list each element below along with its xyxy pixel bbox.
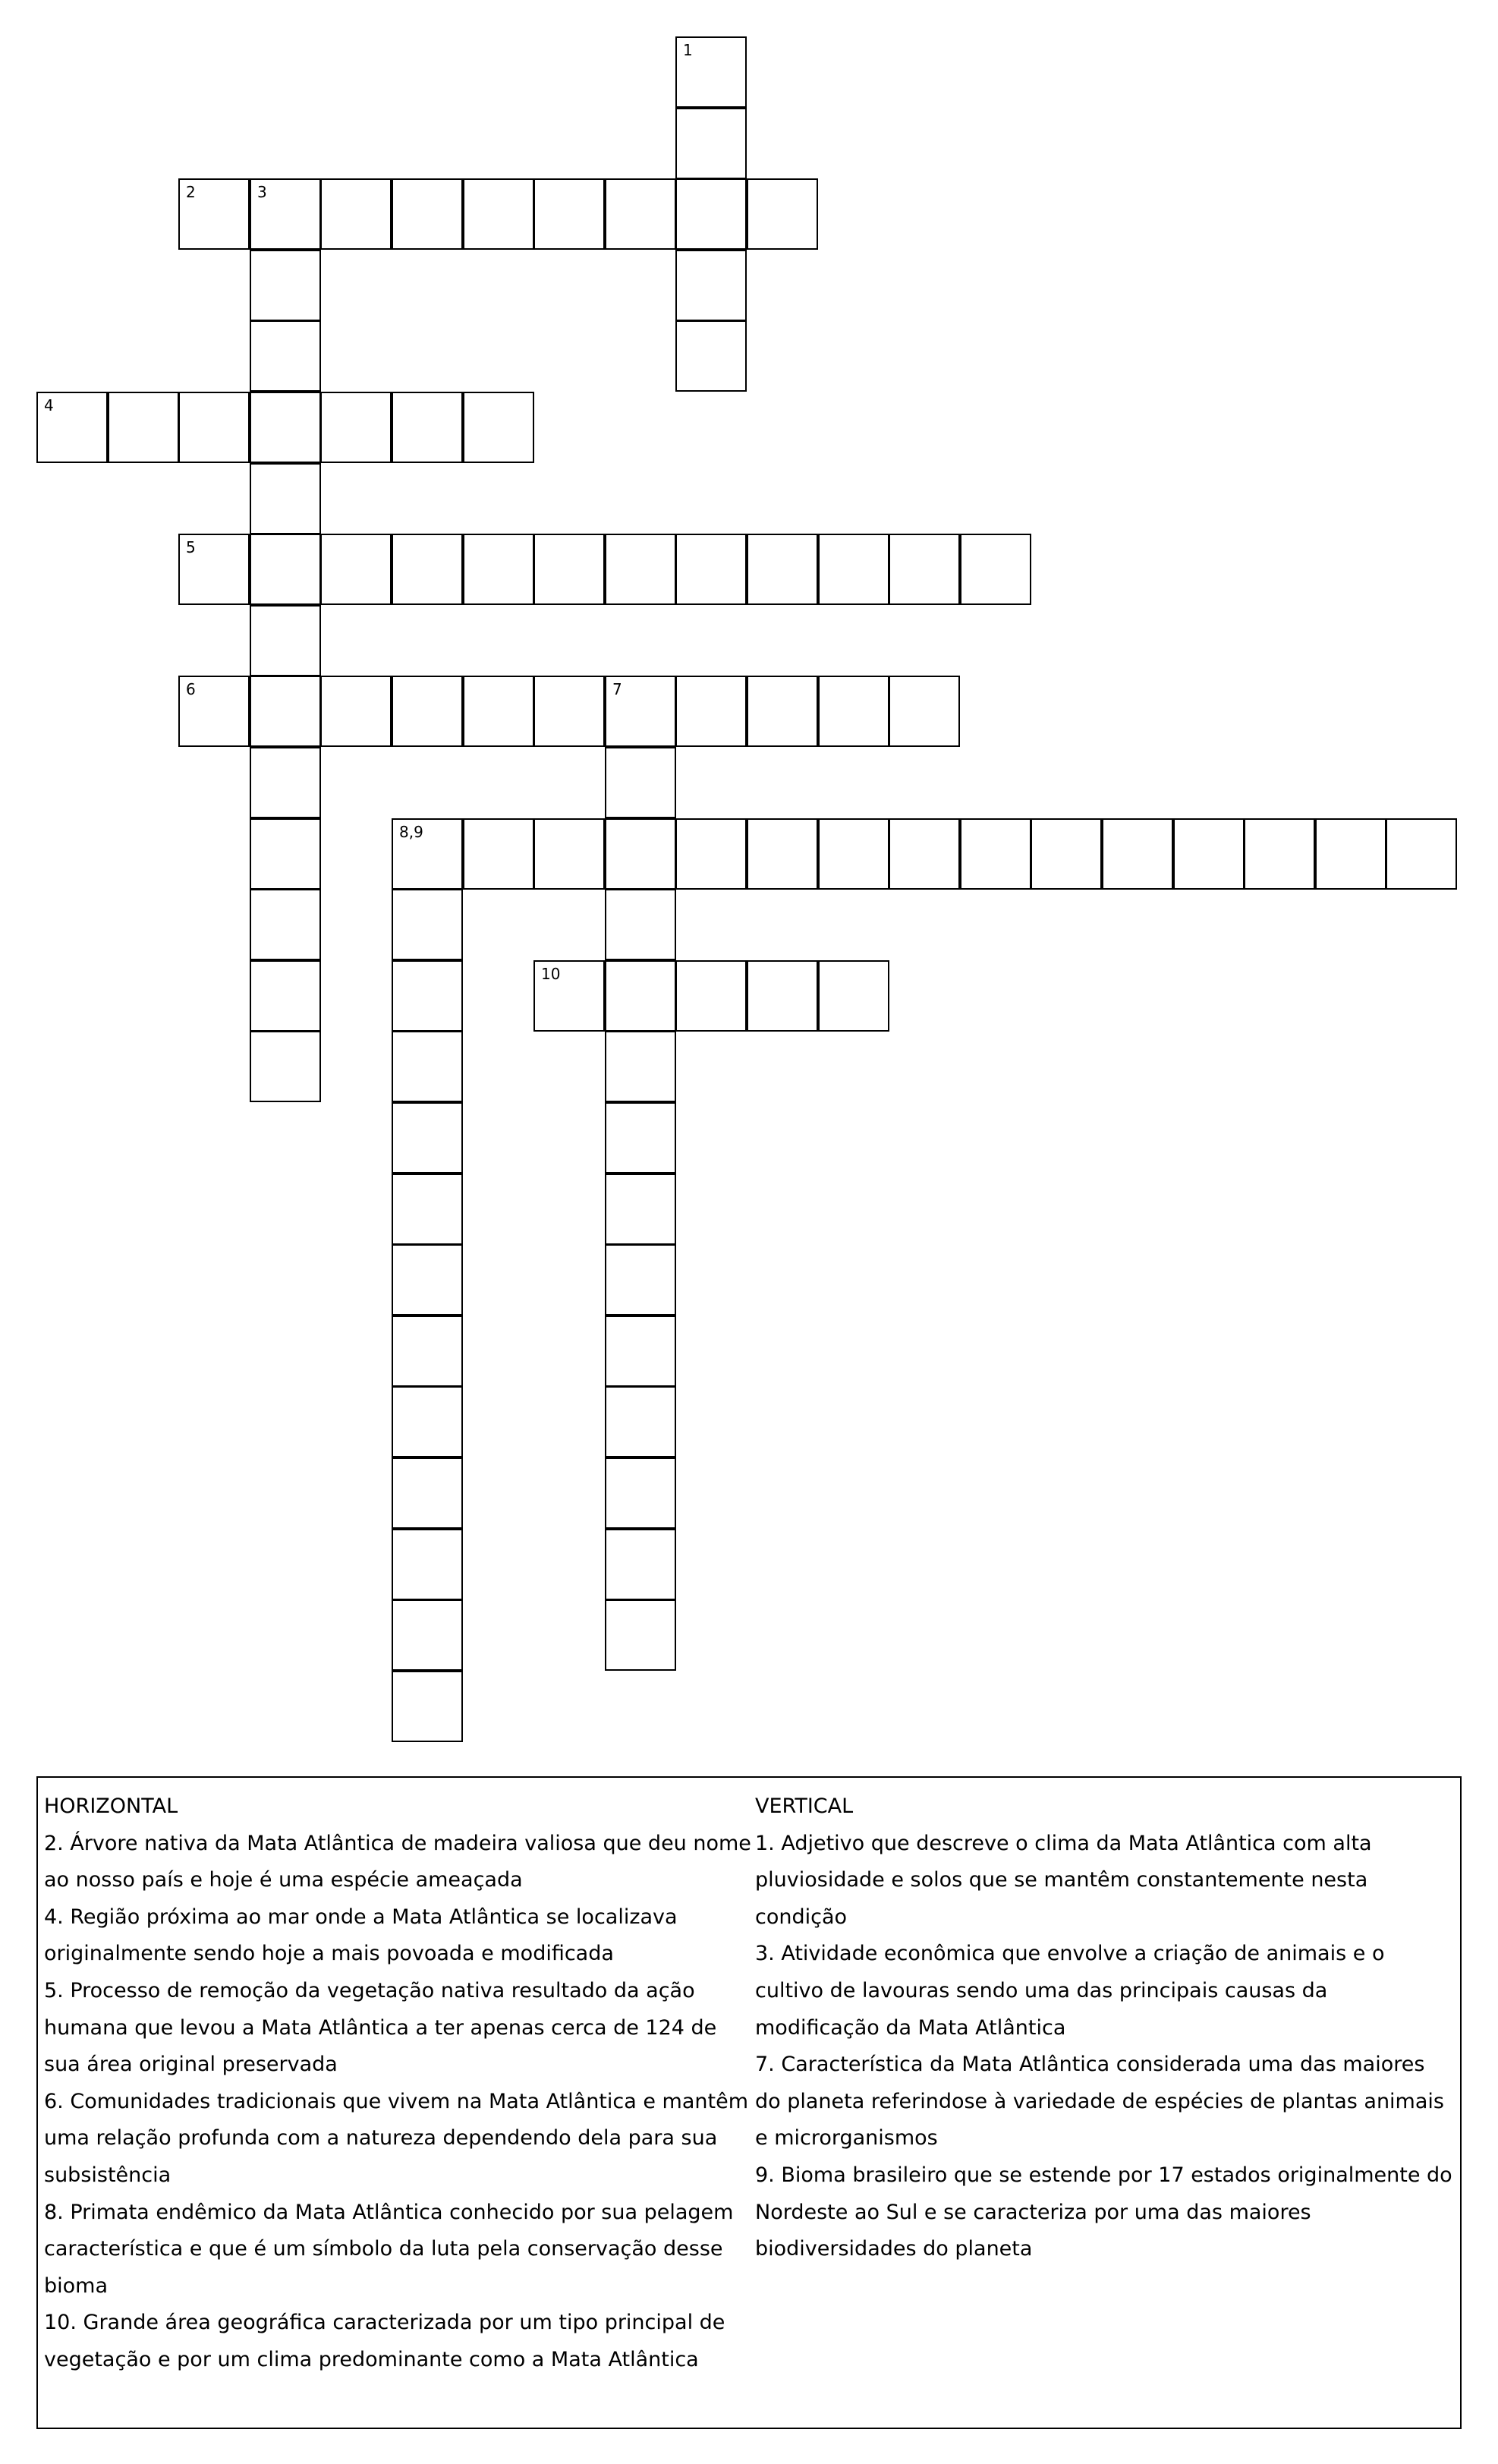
- crossword-cell[interactable]: [463, 178, 534, 250]
- crossword-cell[interactable]: [250, 747, 321, 818]
- crossword-cell[interactable]: [605, 676, 676, 747]
- crossword-cell[interactable]: [392, 1244, 463, 1315]
- crossword-cell[interactable]: [747, 818, 818, 890]
- crossword-cell[interactable]: [605, 1529, 676, 1600]
- clue-number: 1: [683, 41, 693, 59]
- crossword-cell[interactable]: [818, 676, 889, 747]
- crossword-cell[interactable]: [463, 676, 534, 747]
- crossword-cell[interactable]: [1244, 818, 1315, 890]
- clue-horizontal-8: 8. Primata endêmico da Mata Atlântica conhecido por sua pelagem característica e que é um símbolo da luta pela conservação desse bioma: [44, 2200, 734, 2298]
- clues-box: [36, 1776, 1462, 2429]
- clue-vertical-7: 7. Característica da Mata Atlântica considerada uma das maiores do planeta referindose à variedade de espécies de plantas animais e microrganismos: [755, 2053, 1444, 2150]
- crossword-cell[interactable]: [320, 676, 392, 747]
- clue-number: 2: [186, 183, 196, 201]
- crossword-cell[interactable]: [818, 818, 889, 890]
- crossword-cell[interactable]: [320, 392, 392, 463]
- crossword-cell[interactable]: [605, 1174, 676, 1245]
- clue-number: 5: [186, 538, 196, 556]
- horizontal-clues-column: [44, 1788, 754, 2379]
- crossword-cell[interactable]: [250, 320, 321, 392]
- crossword-cell[interactable]: [747, 676, 818, 747]
- crossword-cell[interactable]: [250, 250, 321, 321]
- crossword-cell[interactable]: [392, 1671, 463, 1742]
- crossword-cell[interactable]: [463, 534, 534, 605]
- crossword-cell[interactable]: [675, 676, 747, 747]
- crossword-cell[interactable]: [250, 960, 321, 1032]
- crossword-cell[interactable]: [392, 392, 463, 463]
- crossword-cell[interactable]: [675, 960, 747, 1032]
- crossword-cell[interactable]: [605, 889, 676, 960]
- crossword-cell[interactable]: [605, 534, 676, 605]
- crossword-cell[interactable]: [250, 534, 321, 605]
- crossword-cell[interactable]: [605, 1031, 676, 1102]
- crossword-cell[interactable]: [392, 1102, 463, 1174]
- crossword-cell[interactable]: [818, 534, 889, 605]
- crossword-cell[interactable]: [675, 36, 747, 108]
- crossword-cell[interactable]: [392, 676, 463, 747]
- crossword-cell[interactable]: [36, 392, 108, 463]
- clue-horizontal-4: 4. Região próxima ao mar onde a Mata Atlântica se localizava originalmente sendo hoje a mais povoada e modificada: [44, 1905, 678, 1966]
- crossword-cell[interactable]: [320, 534, 392, 605]
- crossword-cell[interactable]: [1031, 818, 1102, 890]
- crossword-cell[interactable]: [392, 534, 463, 605]
- crossword-cell[interactable]: [605, 1599, 676, 1671]
- crossword-cell[interactable]: [533, 676, 605, 747]
- crossword-cell[interactable]: [747, 178, 818, 250]
- crossword-cell[interactable]: [533, 178, 605, 250]
- crossword-cell[interactable]: [605, 747, 676, 818]
- crossword-cell[interactable]: [108, 392, 179, 463]
- crossword-cell[interactable]: [392, 960, 463, 1032]
- clue-vertical-1: 1. Adjetivo que descreve o clima da Mata Atlântica com alta pluviosidade e solos que se mantêm constantemente nesta condição: [755, 1831, 1372, 1929]
- crossword-cell[interactable]: [605, 1244, 676, 1315]
- crossword-cell[interactable]: [250, 676, 321, 747]
- crossword-cell[interactable]: [463, 818, 534, 890]
- crossword-cell[interactable]: [250, 1031, 321, 1102]
- clue-number: 4: [44, 396, 54, 414]
- crossword-cell[interactable]: [463, 392, 534, 463]
- crossword-cell[interactable]: [250, 178, 321, 250]
- crossword-cell[interactable]: [533, 534, 605, 605]
- crossword-cell[interactable]: [675, 534, 747, 605]
- crossword-cell[interactable]: [250, 818, 321, 890]
- crossword-cell[interactable]: [605, 1386, 676, 1457]
- clue-number: 7: [612, 680, 622, 698]
- crossword-cell[interactable]: [605, 1102, 676, 1174]
- crossword-cell[interactable]: [250, 605, 321, 676]
- crossword-cell[interactable]: [178, 178, 250, 250]
- clue-horizontal-6: 6. Comunidades tradicionais que vivem na Mata Atlântica e mantêm uma relação profunda com a natureza dependendo dela para sua subsistência: [44, 2089, 749, 2187]
- crossword-cell[interactable]: [605, 818, 676, 890]
- crossword-cell[interactable]: [392, 1599, 463, 1671]
- crossword-cell[interactable]: [250, 463, 321, 534]
- crossword-cell[interactable]: [605, 960, 676, 1032]
- crossword-cell[interactable]: [533, 818, 605, 890]
- crossword-cell[interactable]: [178, 676, 250, 747]
- crossword-cell[interactable]: [675, 108, 747, 179]
- crossword-cell[interactable]: [818, 960, 889, 1032]
- crossword-cell[interactable]: [533, 960, 605, 1032]
- crossword-cell[interactable]: [747, 534, 818, 605]
- crossword-cell[interactable]: [392, 1457, 463, 1529]
- crossword-cell[interactable]: [889, 676, 960, 747]
- crossword-cell[interactable]: [1173, 818, 1245, 890]
- clue-vertical-3: 3. Atividade econômica que envolve a criação de animais e o cultivo de lavouras sendo uma das principais causas da modificação da Mata Atlântica: [755, 1942, 1385, 2040]
- clue-vertical-9: 9. Bioma brasileiro que se estende por 17 estados originalmente do Nordeste ao Sul e se caracteriza por uma das maiores biodiversidades do planeta: [755, 2163, 1452, 2261]
- clue-number: 8,9: [399, 823, 423, 841]
- crossword-cell[interactable]: [178, 392, 250, 463]
- clue-number: 6: [186, 680, 196, 698]
- clue-horizontal-10: 10. Grande área geográfica caracterizada por um tipo principal de vegetação e por um clima predominante como a Mata Atlântica: [44, 2311, 725, 2371]
- crossword-cell[interactable]: [889, 534, 960, 605]
- crossword-cell[interactable]: [320, 178, 392, 250]
- clue-horizontal-5: 5. Processo de remoção da vegetação nativa resultado da ação humana que levou a Mata Atlântica a ter apenas cerca de 124 de sua área original preservada: [44, 1978, 717, 2077]
- crossword-cell[interactable]: [392, 1315, 463, 1387]
- crossword-cell[interactable]: [960, 534, 1031, 605]
- crossword-cell[interactable]: [605, 178, 676, 250]
- crossword-cell[interactable]: [675, 320, 747, 392]
- crossword-cell[interactable]: [392, 1031, 463, 1102]
- crossword-cell[interactable]: [889, 818, 960, 890]
- clue-number: 10: [541, 965, 561, 983]
- crossword-cell[interactable]: [250, 392, 321, 463]
- crossword-cell[interactable]: [605, 1315, 676, 1387]
- crossword-cell[interactable]: [605, 1457, 676, 1529]
- crossword-cell[interactable]: [178, 534, 250, 605]
- crossword-cell[interactable]: [250, 889, 321, 960]
- crossword-cell[interactable]: [747, 960, 818, 1032]
- vertical-clues-column: [755, 1788, 1453, 2268]
- crossword-cell[interactable]: [392, 1529, 463, 1600]
- crossword-cell[interactable]: [392, 889, 463, 960]
- clue-horizontal-2: 2. Árvore nativa da Mata Atlântica de madeira valiosa que deu nome ao nosso país e hoje é uma espécie ameaçada: [44, 1831, 751, 1892]
- crossword-cell[interactable]: [1315, 818, 1386, 890]
- crossword-cell[interactable]: [1102, 818, 1173, 890]
- crossword-cell[interactable]: [392, 1386, 463, 1457]
- crossword-cell[interactable]: [392, 1174, 463, 1245]
- crossword-cell[interactable]: [392, 818, 463, 890]
- crossword-cell[interactable]: [675, 178, 747, 250]
- crossword-cell[interactable]: [392, 178, 463, 250]
- crossword-cell[interactable]: [675, 818, 747, 890]
- clue-number: 3: [257, 183, 267, 201]
- horizontal-heading: HORIZONTAL: [44, 1794, 178, 1818]
- vertical-heading: VERTICAL: [755, 1794, 854, 1818]
- crossword-cell[interactable]: [960, 818, 1031, 890]
- crossword-cell[interactable]: [1386, 818, 1457, 890]
- crossword-cell[interactable]: [675, 250, 747, 321]
